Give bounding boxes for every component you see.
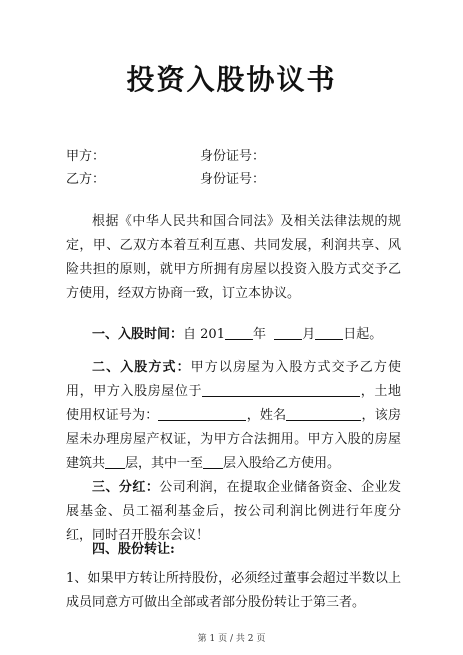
name-blank (286, 406, 361, 421)
section-1-heading: 一、入股时间： (92, 327, 184, 342)
year-blank (225, 325, 253, 340)
section-4-item-1: 1、如果甲方转让所持股份，必须经过董事会超过半数以上成员同意方可做出全部或者部分股份转让于第三者。 (66, 571, 401, 610)
section-2 (66, 356, 401, 476)
month-blank (274, 325, 302, 340)
section-1-prefix: 自 201 (183, 327, 225, 342)
party-a-id-label: 身份证号： (200, 149, 266, 164)
section-2-text-1: 甲方以房屋为入股方式交予乙方使用，甲方入股房屋位于 (66, 360, 401, 399)
month-label: 月 (302, 327, 316, 342)
section-1 (66, 323, 401, 347)
floor-range-blank (203, 454, 223, 469)
section-4-heading-line (66, 538, 401, 562)
document-title: 投资入股协议书 (126, 63, 337, 96)
section-4-heading: 四、股份转让: (92, 542, 175, 557)
preamble-paragraph: 根据《中华人民共和国合同法》及相关法律法规的规定，甲、乙双方本着互利互惠、共同发展，利润共享、风险共担的原则，就甲方所拥有房屋以投资入股方式交予乙方使用，经双方协商一致，订立本协议。 (66, 214, 401, 301)
day-label: 日起。 (343, 327, 383, 342)
party-a-label: 甲方： (66, 149, 106, 164)
party-b-label: 乙方： (66, 172, 106, 187)
section-3-text: 公司利润，在提取企业储备资金、企业发展基金、员工福利基金后，按公司利润比例进行年度分红，同时召开股东会议！ (66, 480, 401, 543)
section-3-heading: 三、分红： (92, 480, 160, 495)
section-2-text-5: 层，其中一至 (125, 456, 204, 471)
land-cert-blank (158, 406, 246, 421)
floors-blank (105, 454, 125, 469)
day-blank (315, 325, 343, 340)
page-footer: 第 1 页 / 共 2 页 (197, 634, 266, 644)
section-2-text-2: ，土地使用权证号为： (66, 384, 401, 423)
section-2-heading: 二、入股方式： (92, 360, 191, 375)
location-blank (202, 382, 360, 397)
section-2-text-4: ，该房屋未办理房屋产权证，为甲方合法拥用。甲方入股的房屋建筑共 (66, 408, 401, 471)
year-label: 年 (252, 327, 266, 342)
party-b-id-label: 身份证号： (200, 172, 266, 187)
section-2-text-6: 层入股给乙方使用。 (223, 456, 341, 471)
section-2-text-3: ，姓名 (246, 408, 287, 423)
